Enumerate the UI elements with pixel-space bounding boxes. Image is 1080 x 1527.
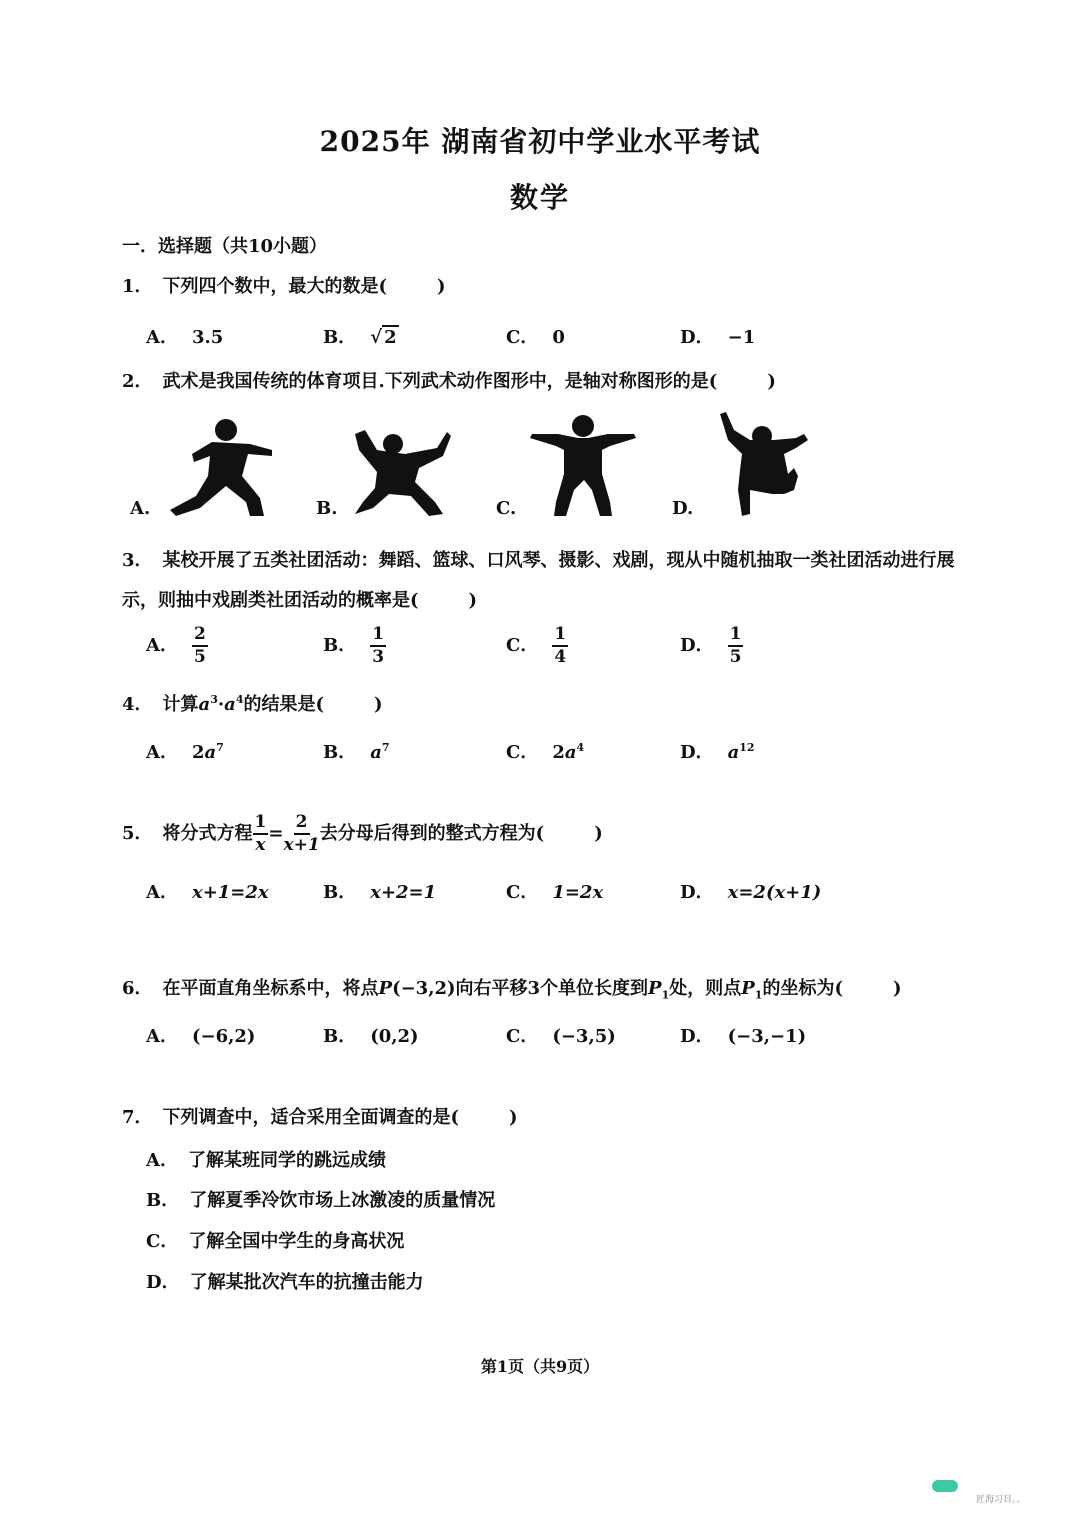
martial-arts-figure-d-icon[interactable] — [712, 410, 862, 522]
q1-option-c[interactable]: C． 0 — [506, 327, 565, 348]
fraction: $\frac{2}{5}$ — [193, 624, 206, 667]
fraction: $\frac{1}{5}$ — [729, 624, 742, 667]
q1-option-b[interactable]: B． √ 2 — [323, 327, 397, 348]
watermark-logo-icon — [932, 1480, 958, 1492]
q2-label-d: D. — [672, 498, 694, 519]
fraction: $\frac{1}{x}$ — [254, 812, 267, 855]
watermark: 匠海习目。。 — [932, 1476, 1052, 1506]
question-stem: 某校开展了五类社团活动：舞蹈、篮球、口风琴、摄影、戏剧，现从中随机抽取一类社团活动进行展 — [162, 550, 955, 571]
page-number: 第1页（共9页） — [480, 1357, 600, 1376]
q5-option-b[interactable]: B． x+2=1 — [323, 882, 437, 903]
q6-option-b[interactable]: B． (0,2) — [323, 1026, 419, 1047]
q5-option-a[interactable]: A． x+1=2x — [146, 882, 269, 903]
sqrt-symbol: √ 2 — [370, 327, 397, 348]
question-stem: 下列调查中，适合采用全面调查的是( — [162, 1107, 460, 1128]
question-3-line2: 示，则抽中戏剧类社团活动的概率是( ) — [122, 590, 478, 611]
q4-option-c[interactable]: C． $2a^4$ — [506, 741, 585, 763]
exam-subject: 数学 — [509, 181, 570, 214]
exam-title: 2025年 湖南省初中学业水平考试 — [319, 125, 761, 158]
fraction: $\frac{2}{x+1}$ — [283, 812, 320, 855]
q7-option-a[interactable]: A． 了解某班同学的跳远成绩 — [146, 1150, 386, 1171]
q5-option-d[interactable]: D． x=2(x+1) — [680, 882, 822, 903]
q7-option-b[interactable]: B． 了解夏季冷饮市场上冰激凌的质量情况 — [146, 1190, 496, 1211]
question-6: 6． 在平面直角坐标系中，将点P(−3,2)向右平移3个单位长度到$P_1$处，则点$P_1$的坐标为( ) — [122, 978, 902, 1002]
q4-option-d[interactable]: D． $a^{12}$ — [680, 741, 755, 763]
fraction: $\frac{1}{3}$ — [372, 624, 385, 667]
q2-label-b: B. — [316, 498, 338, 519]
q6-option-a[interactable]: A． (−6,2) — [146, 1026, 256, 1047]
q3-option-c[interactable]: C． $\frac{1}{4}$ — [506, 624, 567, 667]
section-heading: 一．选择题（共10小题） — [122, 236, 328, 257]
martial-arts-figure-b-icon[interactable] — [345, 410, 495, 522]
q7-option-c[interactable]: C． 了解全国中学生的身高状况 — [146, 1231, 405, 1252]
q6-option-d[interactable]: D． (−3,−1) — [680, 1026, 807, 1047]
q3-option-b[interactable]: B． $\frac{1}{3}$ — [323, 624, 385, 667]
question-4: 4． 计算$a^3\cdot a^4$的结果是( ) — [122, 693, 383, 715]
question-number: 1． — [122, 276, 153, 297]
martial-arts-figure-a-icon[interactable] — [160, 410, 310, 522]
q7-option-d[interactable]: D． 了解某批次汽车的抗撞击能力 — [146, 1272, 424, 1293]
q2-label-a: A. — [130, 498, 151, 519]
question-stem: 下列四个数中，最大的数是( — [162, 276, 388, 297]
question-5: 5． 将分式方程 $\frac{1}{x}$ = $\frac{2}{x+1}$ 去分母后得到的整式方程为( ) — [122, 812, 603, 855]
q2-label-c: C. — [496, 498, 517, 519]
question-3: 3． 某校开展了五类社团活动：舞蹈、篮球、口风琴、摄影、戏剧，现从中随机抽取一类社团活动进行展 — [122, 550, 955, 571]
q1-option-a[interactable]: A． 3.5 — [146, 327, 224, 348]
fraction: $\frac{1}{4}$ — [554, 624, 567, 667]
q4-option-b[interactable]: B． $a^7$ — [323, 741, 390, 763]
q4-option-a[interactable]: A． $2a^7$ — [146, 741, 224, 763]
q6-option-c[interactable]: C． (−3,5) — [506, 1026, 616, 1047]
q5-option-c[interactable]: C． 1=2x — [506, 882, 604, 903]
q3-option-a[interactable]: A． $\frac{2}{5}$ — [146, 624, 206, 667]
q3-option-d[interactable]: D． $\frac{1}{5}$ — [680, 624, 742, 667]
question-1: 1． 下列四个数中，最大的数是( ) — [122, 276, 446, 297]
martial-arts-figure-c-icon[interactable] — [528, 410, 678, 522]
q1-option-d[interactable]: D． −1 — [680, 327, 756, 348]
question-7: 7． 下列调查中，适合采用全面调查的是( ) — [122, 1107, 518, 1128]
question-stem: 武术是我国传统的体育项目.下列武术动作图形中，是轴对称图形的是( — [162, 371, 718, 392]
question-2: 2． 武术是我国传统的体育项目.下列武术动作图形中，是轴对称图形的是( ) — [122, 371, 776, 392]
